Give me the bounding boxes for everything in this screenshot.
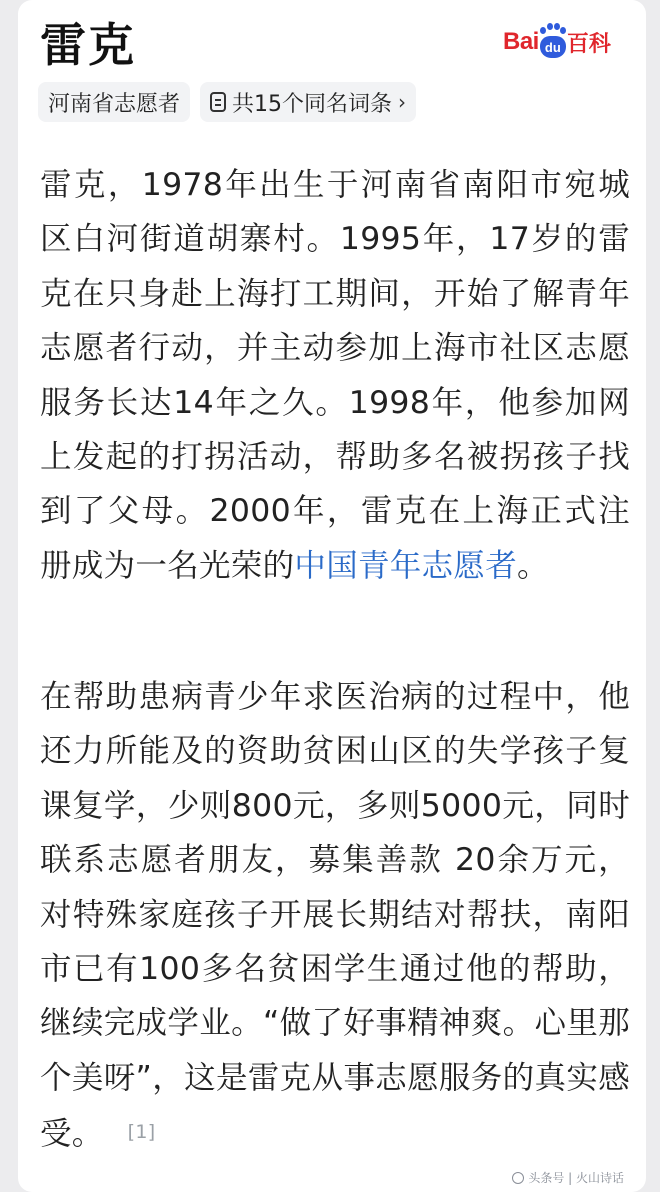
watermark-icon	[512, 1172, 524, 1184]
watermark	[512, 1169, 624, 1186]
intro-paragraph-tail: 。	[517, 547, 549, 584]
list-doc-icon	[210, 92, 226, 112]
charity-paragraph-text: 在帮助患病青少年求医治病的过程中，他还力所能及的资助贫困山区的失学孩子复课复学，少则800元，多则5000元，同时联系志愿者朋友，募集善款 20余万元，对特殊家庭孩子开展长期结对帮扶，南阳市已有100多名贫困学生通过他的帮助，继续完成学业。“做了好事精神爽。心里那个美呀”，这是雷克从事志愿服务的真实感受。	[40, 679, 630, 1153]
logo-text-bai: Bai	[503, 28, 539, 55]
same-name-entries-label: 共15个同名词条	[232, 91, 393, 117]
baidu-baike-logo[interactable]	[503, 20, 611, 64]
logo-text-baike: 百科	[566, 30, 611, 56]
entry-title: 雷克	[40, 18, 136, 72]
intro-paragraph-text: 雷克，1978年出生于河南省南阳市宛城区白河街道胡寨村。1995年，17岁的雷克在只身赴上海打工期间，开始了解青年志愿者行动，并主动参加上海市社区志愿服务长达14年之久。1998年，他参加网上发起的打拐活动，帮助多名被拐孩子找到了父母。2000年，雷克在上海正式注册成为一名光荣的	[40, 167, 630, 584]
china-youth-volunteer-link[interactable]: 中国青年志愿者	[294, 547, 518, 584]
entry-tags	[38, 82, 416, 122]
baike-entry-card	[18, 0, 646, 1192]
chevron-right-icon: ›	[398, 90, 407, 114]
logo-text-du: du	[540, 36, 566, 58]
same-name-entries-button[interactable]	[200, 82, 416, 122]
charity-paragraph	[40, 670, 630, 1162]
category-tag-label: 河南省志愿者	[48, 91, 181, 117]
baidu-paw-icon	[540, 25, 566, 59]
watermark-text: 头条号 | 火山诗话	[528, 1171, 624, 1185]
intro-paragraph	[40, 158, 630, 593]
reference-link[interactable]: [1]	[127, 1121, 156, 1144]
category-tag[interactable]	[38, 82, 190, 122]
